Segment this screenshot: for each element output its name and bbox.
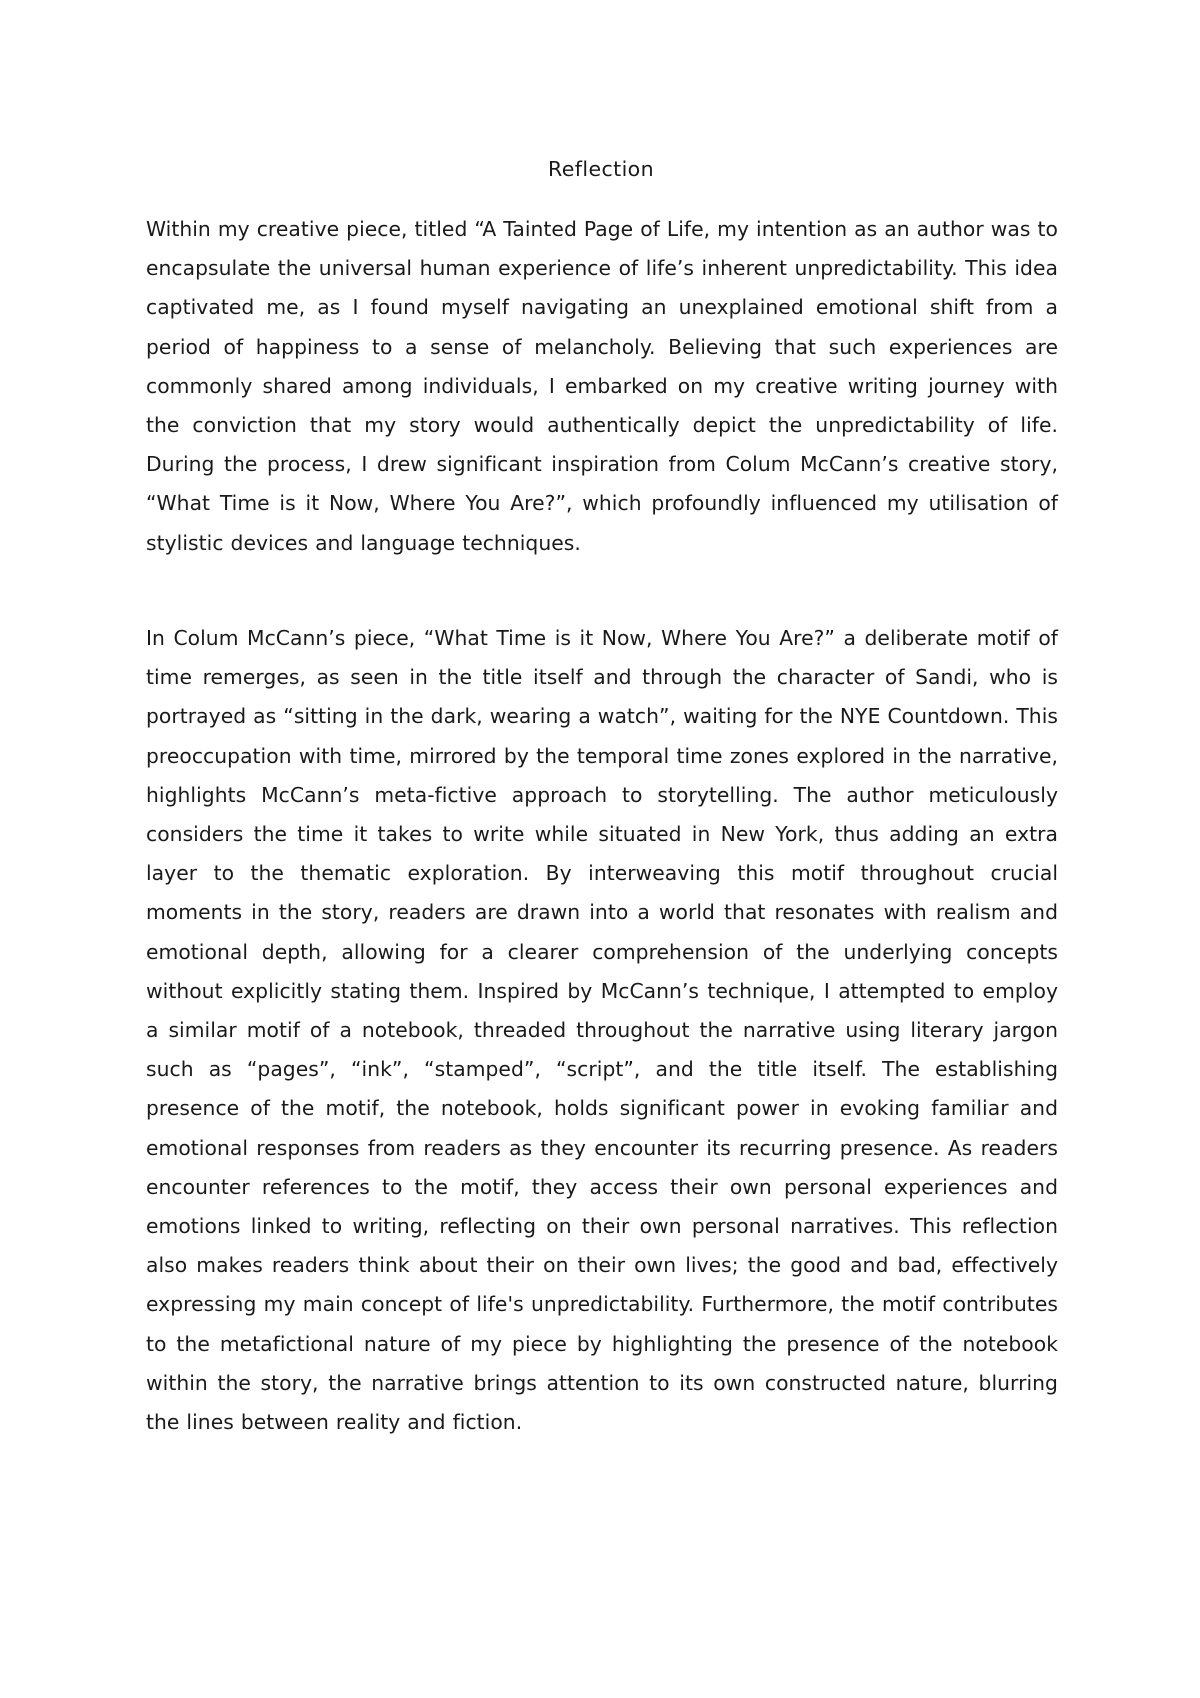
paragraph-motif-analysis: In Colum McCann’s piece, “What Time is it Now, Where You Are?” a deliberate motif of time remerges, as seen in the title itself and through the character of Sandi, who is portrayed as “sitting in the dark, wearing a watch”, waiting for the NYE Countdown. This preoccupation with time, mirrored by the temporal time zones explored in the narrative, highlights McCann’s meta-fictive approach to storytelling. The author meticulously considers the time it takes to write while situated in New York, thus adding an extra layer to the thematic exploration. By interweaving this motif throughout crucial moments in the story, readers are drawn into a world that resonates with realism and emotional depth, allowing for a clearer comprehension of the underlying concepts without explicitly stating them. Inspired by McCann’s technique, I attempted to employ a similar motif of a notebook, threaded throughout the narrative using literary jargon such as “pages”, “ink”, “stamped”, “script”, and the title itself. The establishing presence of the motif, the notebook, holds significant power in evoking familiar and emotional responses from readers as they encounter its recurring presence. As readers encounter references to the motif, they access their own personal experiences and emotions linked to writing, reflecting on their own personal narratives. This reflection also makes readers think about their on their own lives; the good and bad, effectively expressing my main concept of life's unpredictability. Furthermore, the motif contributes to the metafictional nature of my piece by highlighting the presence of the notebook within the story, the narrative brings attention to its own constructed nature, blurring the lines between reality and fiction. <box>146 626 1058 1435</box>
page-title: Reflection <box>548 157 654 181</box>
paragraph-intro: Within my creative piece, titled “A Tainted Page of Life, my intention as an author was to encapsulate the universal human experience of life’s inherent unpredictability. This idea captivated me, as I found myself navigating an unexplained emotional shift from a period of happiness to a sense of melancholy. Believing that such experiences are commonly shared among individuals, I embarked on my creative writing journey with the conviction that my story would authentically depict the unpredictability of life. During the process, I drew significant inspiration from Colum McCann’s creative story, “What Time is it Now, Where You Are?”, which profoundly influenced my utilisation of stylistic devices and language techniques. <box>146 217 1058 555</box>
